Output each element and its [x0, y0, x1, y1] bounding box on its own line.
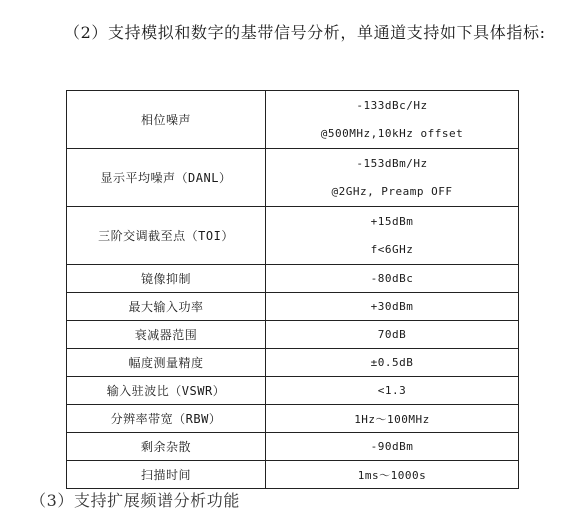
row-label: 最大输入功率: [67, 293, 266, 321]
table-row: [67, 349, 519, 377]
table-row: [67, 405, 519, 433]
value-line: +15dBm: [370, 214, 414, 228]
table-row: [67, 91, 519, 149]
row-value: 1ms～1000s: [266, 461, 519, 489]
row-value: -90dBm: [266, 433, 519, 461]
next-paragraph-text: （3）支持扩展频谱分析功能: [30, 491, 240, 510]
table-row: [67, 321, 519, 349]
table-row: [67, 433, 519, 461]
row-label: 显示平均噪声（DANL）: [67, 149, 266, 207]
row-value: ±0.5dB: [266, 349, 519, 377]
value-line: -153dBm/Hz: [356, 156, 428, 170]
intro-paragraph: （2）支持模拟和数字的基带信号分析，单通道支持如下具体指标:: [64, 23, 546, 42]
table-row: [67, 377, 519, 405]
table-row: [67, 265, 519, 293]
row-label: 分辨率带宽（RBW）: [67, 405, 266, 433]
table-row: [67, 149, 519, 207]
row-value: -80dBc: [266, 265, 519, 293]
row-value: +30dBm: [266, 293, 519, 321]
value-line: @500MHz,10kHz offset: [320, 126, 464, 140]
spec-table: [66, 90, 519, 489]
row-value: [266, 91, 519, 149]
row-label: 剩余杂散: [67, 433, 266, 461]
value-line: f<6GHz: [370, 242, 414, 256]
table-row: [67, 207, 519, 265]
row-label: 衰减器范围: [67, 321, 266, 349]
table-row: [67, 293, 519, 321]
table-row: [67, 461, 519, 489]
row-value: [266, 149, 519, 207]
row-label: 扫描时间: [67, 461, 266, 489]
row-value: [266, 207, 519, 265]
row-value: 1Hz～100MHz: [266, 405, 519, 433]
row-label: 输入驻波比（VSWR）: [67, 377, 266, 405]
row-label: 幅度测量精度: [67, 349, 266, 377]
row-label: 镜像抑制: [67, 265, 266, 293]
row-value: <1.3: [266, 377, 519, 405]
row-label: 相位噪声: [67, 91, 266, 149]
row-value: 70dB: [266, 321, 519, 349]
row-label: 三阶交调截至点（TOI）: [67, 207, 266, 265]
value-line: @2GHz, Preamp OFF: [331, 184, 453, 198]
next-paragraph-cutoff: [30, 491, 550, 510]
value-line: -133dBc/Hz: [356, 98, 428, 112]
